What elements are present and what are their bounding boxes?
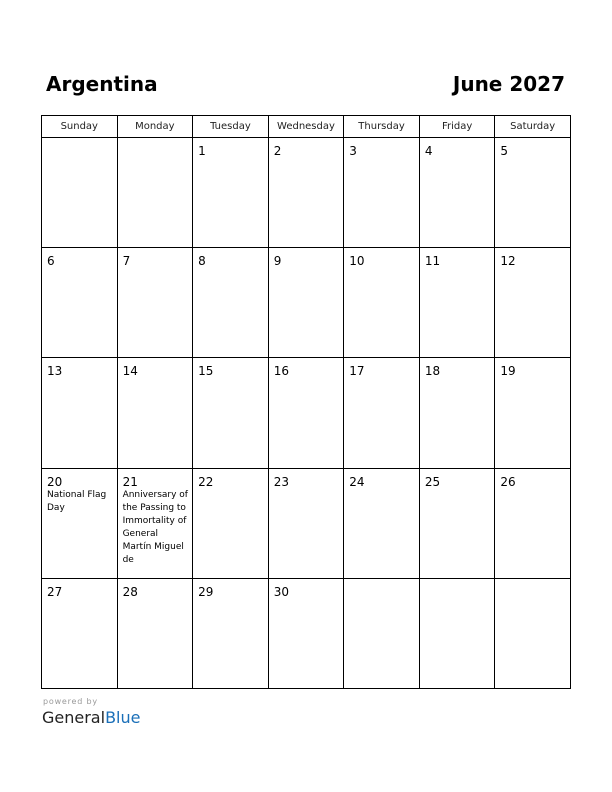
day-cell xyxy=(42,138,118,248)
day-cell xyxy=(344,468,420,578)
week-row xyxy=(42,358,571,468)
month-title: June 2027 xyxy=(452,72,565,96)
day-cell xyxy=(193,248,269,358)
day-cell xyxy=(419,468,495,578)
day-cell xyxy=(42,578,118,688)
day-number: 21 xyxy=(122,474,138,489)
day-cell xyxy=(419,358,495,468)
day-cell xyxy=(42,248,118,358)
day-number: 1 xyxy=(198,144,206,158)
weekday-header: Friday xyxy=(419,116,495,138)
day-cell xyxy=(495,468,571,578)
day-cell xyxy=(344,578,420,688)
day-number: 11 xyxy=(424,254,441,269)
day-number: 6 xyxy=(47,254,55,269)
day-cell xyxy=(268,578,344,688)
day-cell xyxy=(193,358,269,468)
day-number: 23 xyxy=(273,474,289,489)
weekday-header-row xyxy=(42,116,571,138)
powered-by-label: powered by xyxy=(43,697,98,706)
day-number: 30 xyxy=(273,584,289,599)
day-number: 14 xyxy=(122,364,138,379)
day-number: 16 xyxy=(273,364,289,379)
day-cell xyxy=(42,358,118,468)
day-cell xyxy=(344,358,420,468)
day-cell xyxy=(268,248,344,358)
day-number: 17 xyxy=(349,364,365,379)
week-row xyxy=(42,248,571,358)
day-number: 9 xyxy=(273,254,282,269)
holiday-label: National Flag Day xyxy=(47,489,107,513)
brand-general-text: General xyxy=(42,708,106,727)
day-number: 20 xyxy=(47,474,63,489)
week-row xyxy=(42,468,571,578)
day-cell xyxy=(117,358,193,468)
day-cell xyxy=(495,138,571,248)
day-number: 8 xyxy=(198,254,206,269)
weekday-header: Saturday xyxy=(495,116,571,138)
weekday-header: Tuesday xyxy=(193,116,269,138)
day-number: 4 xyxy=(424,144,433,158)
calendar-grid xyxy=(41,115,571,689)
day-number: 22 xyxy=(198,474,214,489)
day-number: 3 xyxy=(349,144,357,158)
day-number: 10 xyxy=(349,254,365,269)
day-cell xyxy=(42,468,118,578)
day-cell xyxy=(419,578,495,688)
day-number: 19 xyxy=(500,364,516,379)
day-cell xyxy=(268,468,344,578)
day-cell xyxy=(268,358,344,468)
day-number: 27 xyxy=(47,584,63,599)
day-cell xyxy=(193,138,269,248)
day-number: 24 xyxy=(349,474,365,489)
day-cell xyxy=(344,248,420,358)
day-number: 18 xyxy=(424,364,441,379)
day-cell xyxy=(419,138,495,248)
day-number: 26 xyxy=(500,474,516,489)
day-cell xyxy=(117,468,193,578)
day-cell xyxy=(117,248,193,358)
day-cell xyxy=(193,578,269,688)
day-cell xyxy=(495,358,571,468)
week-row xyxy=(42,578,571,688)
weekday-header: Wednesday xyxy=(268,116,344,138)
day-number: 13 xyxy=(47,364,63,379)
day-number: 15 xyxy=(198,364,214,379)
day-cell xyxy=(495,578,571,688)
holiday-label: Anniversary of the Passing to Immortality of General Martín Miguel de xyxy=(122,489,188,565)
generalblue-logo[interactable] xyxy=(42,708,140,728)
day-number: 5 xyxy=(500,144,509,158)
day-number: 25 xyxy=(424,474,441,489)
weekday-header: Monday xyxy=(117,116,193,138)
brand-blue-text: Blue xyxy=(105,708,141,727)
day-number: 7 xyxy=(122,254,131,269)
day-cell xyxy=(419,248,495,358)
week-row xyxy=(42,138,571,248)
day-number: 28 xyxy=(122,584,138,599)
country-title: Argentina xyxy=(46,72,158,96)
day-number: 12 xyxy=(500,254,516,269)
day-cell xyxy=(495,248,571,358)
day-cell xyxy=(117,578,193,688)
day-number: 2 xyxy=(273,144,282,158)
day-cell xyxy=(193,468,269,578)
day-number: 29 xyxy=(198,584,214,599)
day-cell xyxy=(344,138,420,248)
day-cell xyxy=(268,138,344,248)
weekday-header: Sunday xyxy=(42,116,118,138)
day-cell xyxy=(117,138,193,248)
weekday-header: Thursday xyxy=(344,116,420,138)
